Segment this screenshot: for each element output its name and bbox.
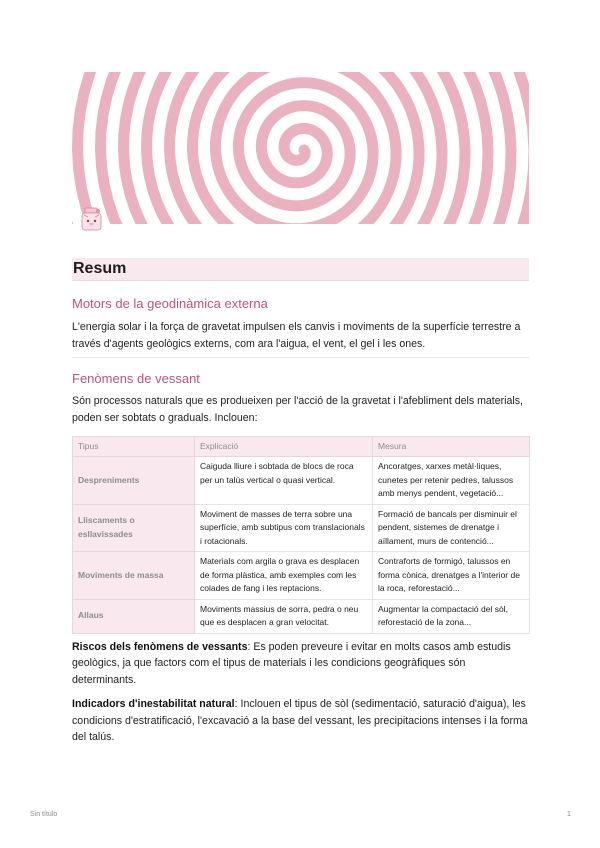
table-cell-type: Allaus	[73, 599, 195, 633]
table-cell-explanation: Moviments massius de sorra, pedra o neu que es desplacen a gran velocitat.	[195, 599, 373, 633]
table-row	[73, 457, 530, 505]
table-cell-explanation: Materials com argila o grava es desplacen de forma plàstica, amb exemples com les colades de fang i les reptacions.	[195, 552, 373, 600]
section-paragraph-vessant: Són processos naturals que es produeixen per l'acció de la gravetat i l'afebliment dels materials, poden ser sobtats o graduals. Inclouen:	[72, 395, 523, 424]
document-body	[72, 292, 529, 746]
table-cell-explanation: Moviment de masses de terra sobre una superfície, amb subtipus com translacionals i rotacionals.	[195, 504, 373, 552]
note-indicadors-text: : Inclouen el tipus de sòl (sedimentació, saturació d'aigua), les condicions d'estratificació, l'excavació a la base del vessant, les precipitacions intenses i la forma del talús.	[72, 698, 528, 743]
spiral-banner-image	[72, 72, 529, 224]
table-cell-type: Despreniments	[73, 457, 195, 505]
note-riscos-text: : Es poden preveure i evitar en molts casos amb estudis geològics, ja que factors com el tipus de materials i les condicions geogràfiques són determinants.	[72, 640, 511, 686]
note-riscos	[72, 639, 529, 689]
fenomens-table	[72, 436, 530, 634]
table-header-row	[73, 437, 530, 457]
page-title: Resum	[73, 260, 127, 277]
section-divider	[72, 357, 529, 358]
table-cell-measure: Augmentar la compactació del sòl, reforestació de la zona...	[373, 599, 530, 633]
page-title-bar	[72, 258, 529, 281]
note-indicadors-label: Indicadors d'inestabilitat natural	[72, 698, 235, 710]
note-indicadors	[72, 696, 529, 746]
table-cell-type: Lliscaments o esllavissades	[73, 504, 195, 552]
table-row	[73, 552, 530, 600]
table-cell-measure: Contraforts de formigó, talussos en forma cònica, drenatges a l'interior de la roca, reforestació...	[373, 552, 530, 600]
footer-page-number: 1	[567, 811, 571, 818]
section-heading-vessant: Fenòmens de vessant	[72, 371, 200, 386]
section-paragraph-motors: L'energia solar i la força de gravetat impulsen els canvis i moviments de la superfície terrestre a través d'agents geològics externs, com ara l'aigua, el vent, el gel i les ones.	[72, 321, 521, 350]
table-row	[73, 504, 530, 552]
section-heading-motors: Motors de la geodinàmica externa	[72, 296, 268, 311]
footer-document-name: Sin título	[30, 811, 58, 818]
table-cell-measure: Ancoratges, xarxes metàl·liques, cunetes per retenir pedres, talussos amb menys pendent, vegetació...	[373, 457, 530, 505]
table-cell-measure: Formació de bancals per disminuir el pendent, sistemes de drenatge i aïllament, murs de contenció...	[373, 504, 530, 552]
table-header-tipus: Tipus	[73, 437, 195, 457]
table-row	[73, 599, 530, 633]
table-header-explicacio: Explicació	[195, 437, 373, 457]
cover-banner	[72, 72, 529, 224]
strawberry-milk-icon	[78, 205, 106, 233]
table-cell-explanation: Caiguda lliure i sobtada de blocs de roca per un talús vertical o quasi vertical.	[195, 457, 373, 505]
table-cell-type: Moviments de massa	[73, 552, 195, 600]
note-riscos-label: Riscos dels fenòmens de vessants	[72, 640, 248, 653]
table-header-mesura: Mesura	[373, 437, 530, 457]
